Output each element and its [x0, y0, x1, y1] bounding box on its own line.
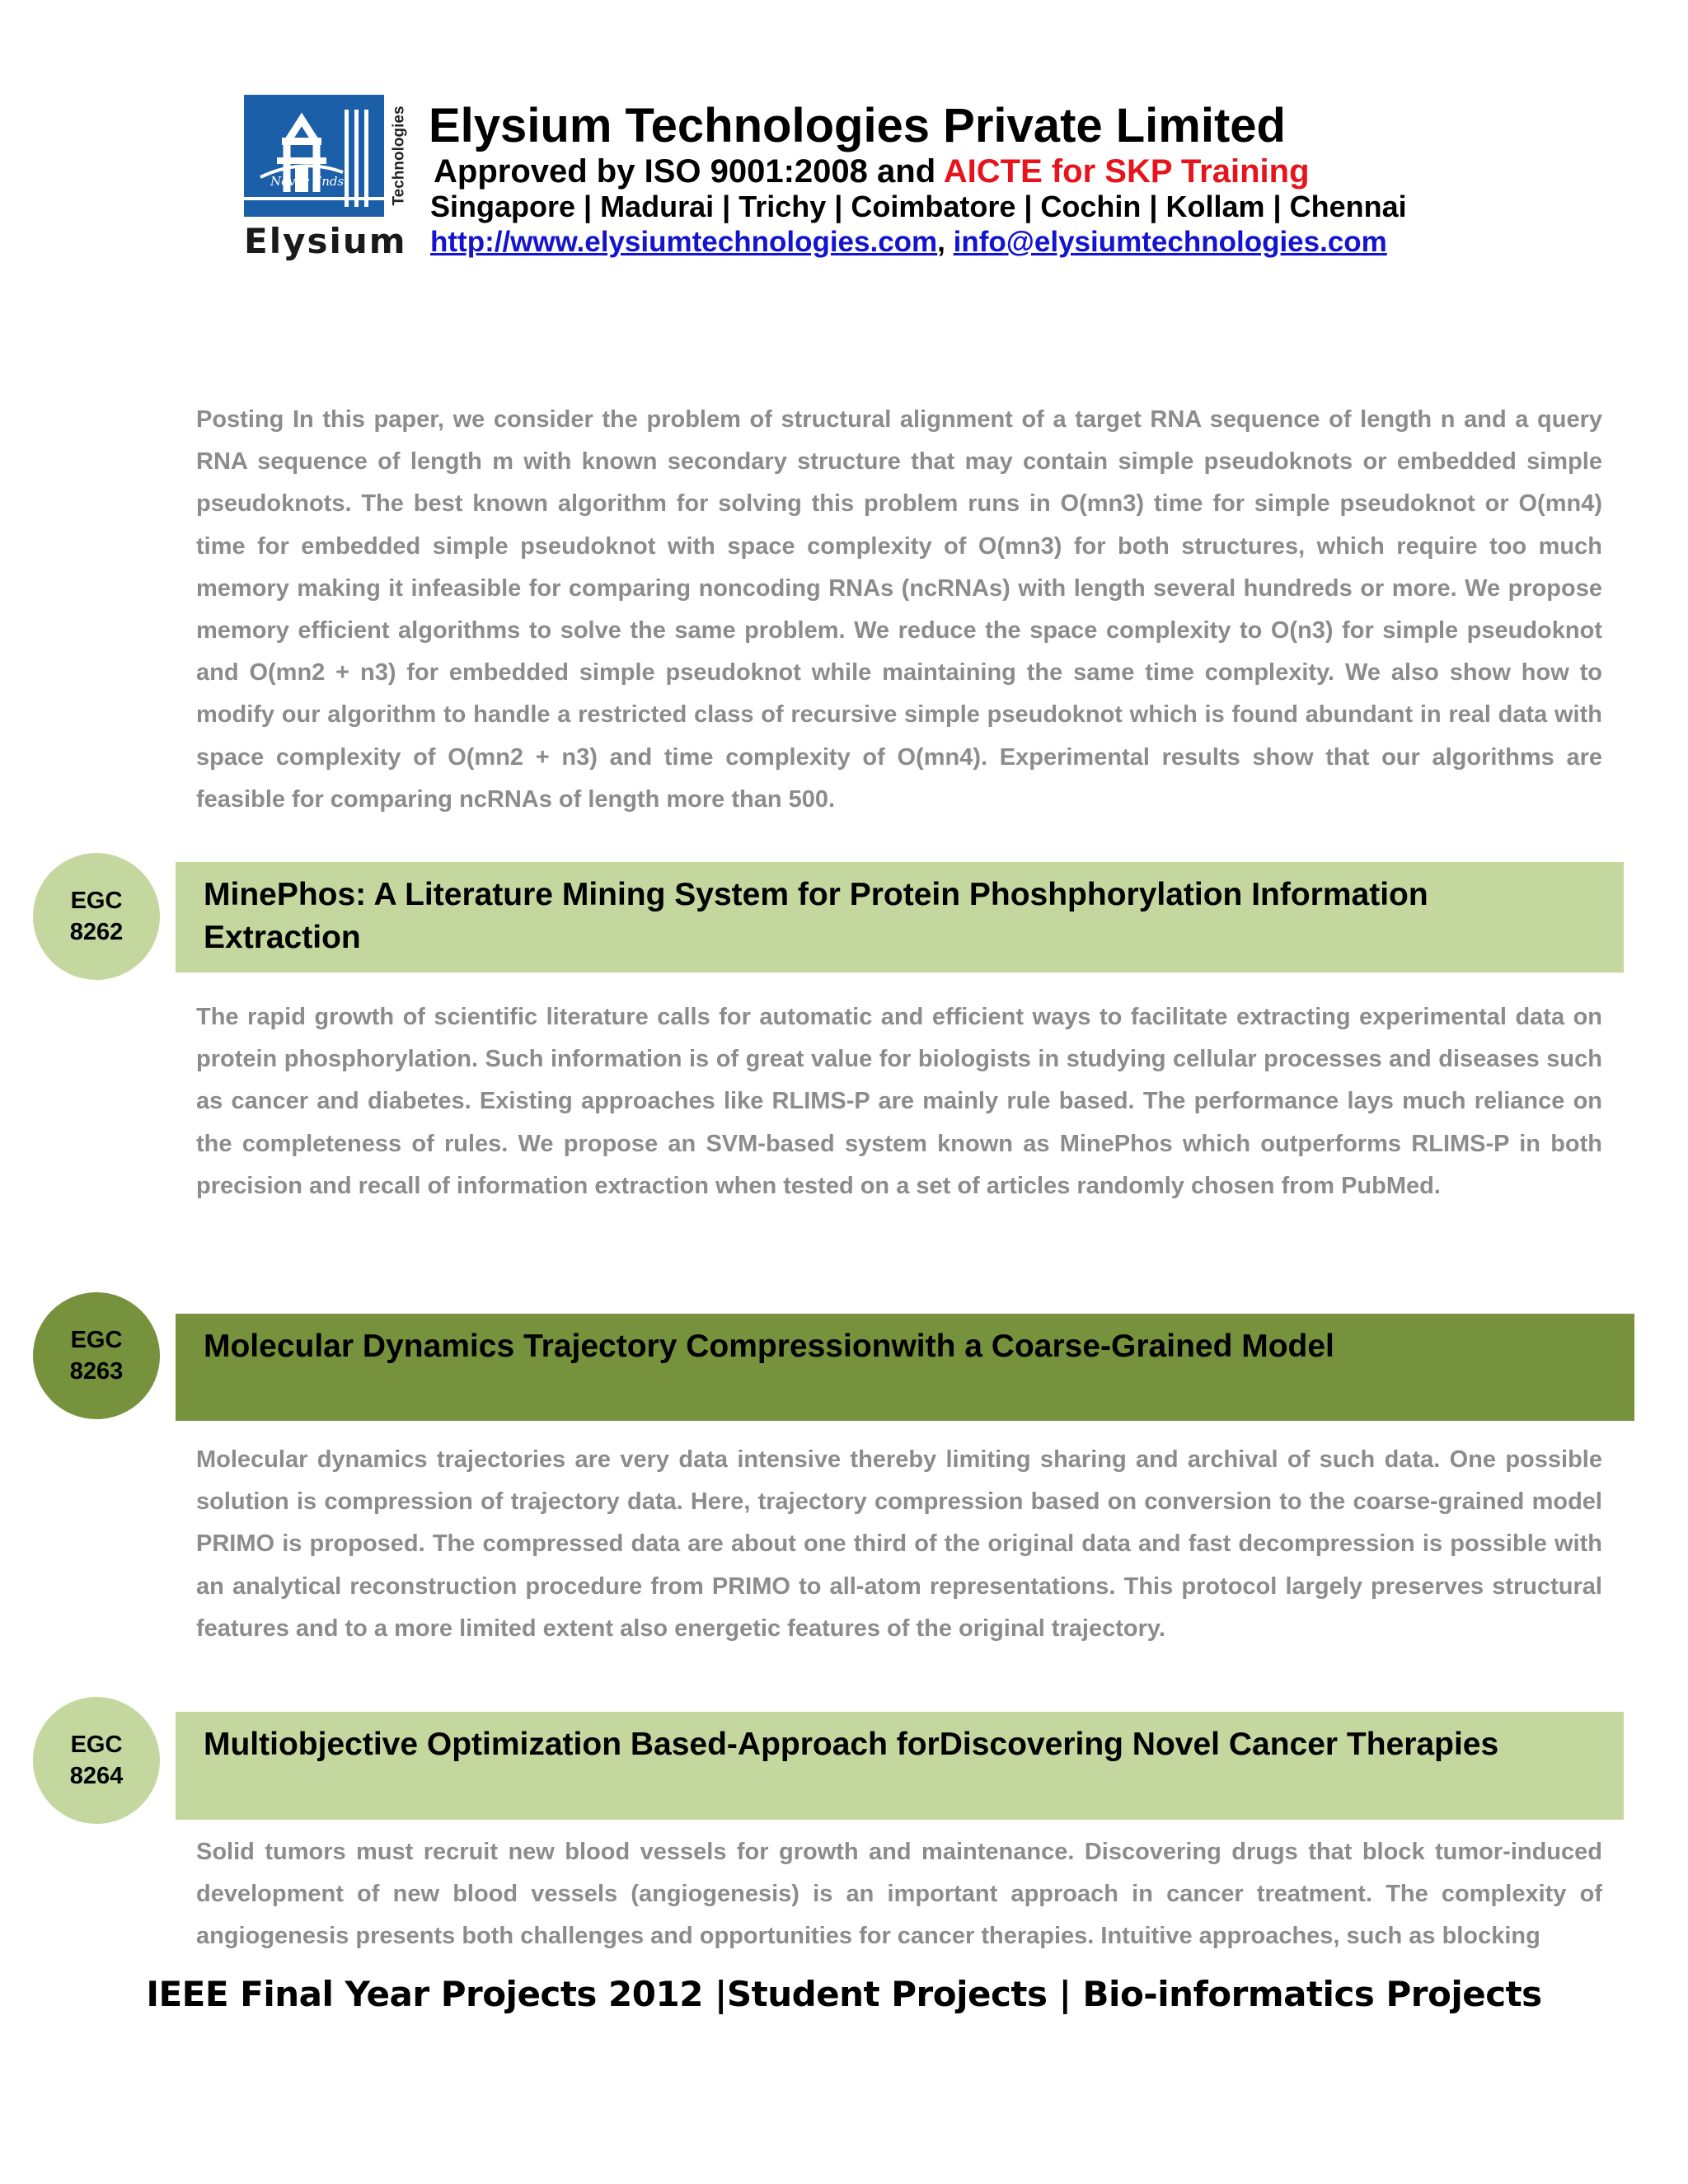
code-prefix: EGC — [70, 1732, 123, 1758]
section-title: Multiobjective Optimization Based-Approach forDiscovering Novel Cancer Therapies — [204, 1727, 1499, 1762]
project-code-badge — [33, 1697, 160, 1824]
code-number: 8264 — [69, 1763, 124, 1789]
approval-text: Approved by ISO 9001:2008 and — [434, 153, 944, 190]
section-title-bar — [176, 1314, 1634, 1421]
logo-wordmark: Elysium — [244, 221, 407, 261]
project-code-badge — [33, 853, 160, 980]
section-abstract: Solid tumors must recruit new blood vessels for growth and maintenance. Discovering drugs that block tumor-induced development of new blood vessels (angiogenesis) is an important approach in cancer treatment. The complexity of angiogenesis presents both challenges and opportunities for cancer therapies. Intuitive approaches, such as blocking — [196, 1839, 1602, 1950]
section-title-bar — [176, 862, 1624, 972]
code-prefix: EGC — [70, 1327, 123, 1353]
section-abstract: Molecular dynamics trajectories are very data intensive thereby limiting sharing and archival of such data. One possible solution is compression of trajectory data. Here, trajectory compression based on conversion to the coarse-grained model PRIMO is proposed. The compressed data are about one third of the original data and fast decompression is possible with an analytical reconstruction procedure from PRIMO to all-atom representations. This protocol largely preserves structural features and to a more limited extent also energetic features of the original trajectory. — [196, 1446, 1602, 1642]
city-list: Singapore | Madurai | Trichy | Coimbatore | Cochin | Kollam | Chennai — [430, 190, 1407, 223]
contact-links — [430, 224, 1387, 260]
section-title: MinePhos: A Literature Mining System for Protein Phoshphorylation Information Extraction — [204, 877, 1428, 955]
link-separator: , — [937, 226, 945, 258]
section-title-bar — [176, 1712, 1624, 1820]
logo-tagline: Never Ends — [270, 174, 345, 189]
section-abstract: The rapid growth of scientific literature calls for automatic and efficient ways to facilitate extracting experimental data on protein phosphorylation. Such information is of great value for biologists in studying cellular processes and diseases such as cancer and diabetes. Existing approaches like RLIMS-P are mainly rule based. The performance lays much reliance on the completeness of rules. We propose an SVM-based system known as MinePhos which outperforms RLIMS-P in both precision and recall of information extraction when tested on a set of articles randomly chosen from PubMed. — [196, 1004, 1602, 1199]
approval-highlight: AICTE for SKP Training — [943, 153, 1310, 190]
code-number: 8262 — [69, 919, 124, 945]
project-code-badge — [33, 1292, 160, 1419]
intro-abstract: Posting In this paper, we consider the problem of structural alignment of a target RNA sequence of length n and a query RNA sequence of length m with known secondary structure that may contain simple pseudoknots or embedded simple pseudoknots. The best known algorithm for solving this problem runs in O(mn3) time for simple pseudoknot or O(mn4) time for embedded simple pseudoknot with space complexity of O(mn3) for both structures, which require too much memory making it infeasible for comparing noncoding RNAs (ncRNAs) with length several hundreds or more. We propose memory efficient algorithms to solve the same problem. We reduce the space complexity to O(n3) for simple pseudoknot and O(mn2 + n3) for embedded simple pseudoknot while maintaining the same time complexity. We also show how to modify our algorithm to handle a restricted class of recursive simple pseudoknot which is found abundant in real data with space complexity of O(mn2 + n3) and time complexity of O(mn4). Experimental results show that our algorithms are feasible for comparing ncRNAs of length more than 500. — [196, 406, 1602, 813]
code-number: 8263 — [69, 1358, 124, 1385]
page-footer: IEEE Final Year Projects 2012 |Student Projects | Bio-informatics Projects — [146, 1974, 1542, 2014]
company-logo — [244, 95, 384, 217]
approval-line — [434, 152, 1310, 191]
company-name: Elysium Technologies Private Limited — [429, 99, 1286, 152]
email-link[interactable]: info@elysiumtechnologies.com — [953, 226, 1387, 258]
website-link[interactable]: http://www.elysiumtechnologies.com — [430, 226, 938, 258]
code-prefix: EGC — [70, 888, 123, 914]
tower-icon — [244, 95, 384, 217]
section-title: Molecular Dynamics Trajectory Compressionwith a Coarse-Grained Model — [204, 1329, 1334, 1364]
logo-vertical-label: Technologies — [391, 105, 408, 206]
logo-vertical-text — [387, 92, 412, 219]
